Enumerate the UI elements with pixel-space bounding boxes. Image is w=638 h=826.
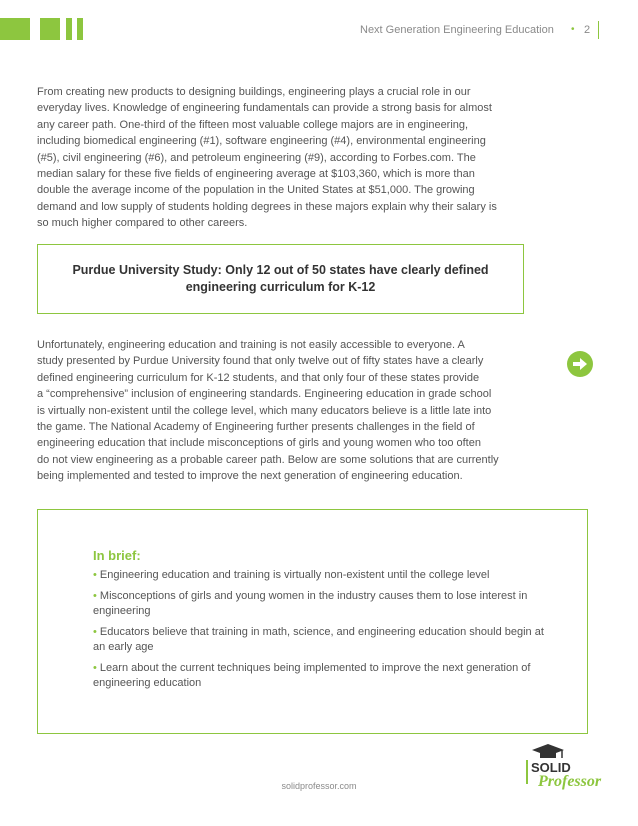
list-item — [93, 568, 553, 583]
second-paragraph — [37, 337, 547, 485]
footer-url[interactable]: solidprofessor.com — [281, 781, 357, 791]
intro-line: median salary for these five fields of engineering average at $103,360, which is more than — [37, 168, 475, 181]
header-bar-4 — [77, 18, 83, 40]
intro-line: demand and low supply of students holding degrees in these majors explain why their salary is — [37, 200, 497, 213]
next-arrow-button[interactable] — [567, 351, 593, 377]
body-line: engineering education that include misconceptions of girls and young women who too often — [37, 437, 481, 450]
header-bar-2 — [40, 18, 60, 40]
logo-word-professor: Professor — [538, 773, 602, 790]
study-callout — [37, 244, 524, 314]
intro-line: (#5), civil engineering (#6), and petroleum engineering (#9), according to Forbes.com. The — [37, 151, 476, 164]
header-divider — [598, 21, 599, 39]
body-line: study presented by Purdue University found that only twelve out of fifty states have a clearly — [37, 355, 484, 368]
arrow-right-icon — [572, 358, 588, 370]
list-item-text: Educators believe that training in math, science, and engineering education should begin at an early age — [93, 626, 544, 653]
intro-line: including biomedical engineering (#1), software engineering (#4), environmental engineering — [37, 135, 486, 148]
body-line: being implemented and tested to improve the next generation of engineering education. — [37, 470, 463, 483]
in-brief-title: In brief: — [93, 548, 141, 563]
body-line: is virtually non-existent until the college level, which many educators believe is a little late into — [37, 404, 492, 417]
logo-word-solid: SOLID — [531, 760, 571, 775]
body-line: the game. The National Academy of Engineering further presents challenges in the field of — [37, 421, 475, 434]
list-item-text: Misconceptions of girls and young women in the industry causes them to lose interest in engineering — [93, 590, 528, 617]
bullet-icon: • — [93, 626, 97, 638]
callout-text: Purdue University Study: Only 12 out of 50 states have clearly defined engineering curriculum for K-12 — [72, 263, 489, 294]
intro-line: From creating new products to designing buildings, engineering plays a crucial role in our — [37, 86, 471, 98]
header-title: Next Generation Engineering Education — [360, 24, 554, 36]
intro-line: so much higher compared to other careers. — [37, 217, 248, 230]
header-bar-3 — [66, 18, 72, 40]
intro-line: everyday lives. Knowledge of engineering fundamentals can provide a strong basis for almost — [37, 102, 492, 115]
list-item-text: Engineering education and training is virtually non-existent until the college level — [99, 569, 490, 581]
header-bar-1 — [0, 18, 30, 40]
graduation-cap-icon — [532, 744, 564, 758]
intro-line: double the average income of the population in the United States at $51,000. The growing — [37, 184, 475, 197]
bullet-icon: • — [93, 569, 97, 581]
bullet-icon: • — [93, 662, 97, 674]
body-line: a “comprehensive” inclusion of engineering standards. Engineering education in grade school — [37, 388, 492, 401]
intro-paragraph — [37, 84, 537, 232]
list-item-text: Learn about the current techniques being implemented to improve the next generation of engineering education — [93, 662, 531, 689]
body-line: do not view engineering as a probable career path. Below are some solutions that are currently — [37, 453, 499, 466]
body-line: defined engineering curriculum for K-12 students, and that only four of these states provide — [37, 371, 480, 384]
header-separator: • — [571, 24, 575, 35]
list-item — [93, 661, 553, 691]
page-number: 2 — [584, 24, 591, 36]
bullet-icon: • — [93, 590, 97, 602]
in-brief-list — [93, 568, 553, 697]
list-item — [93, 589, 553, 619]
intro-line: any career path. One-third of the fifteen most valuable college majors are in engineering, — [37, 118, 469, 131]
body-line: Unfortunately, engineering education and training is not easily accessible to everyone. A — [37, 339, 465, 351]
solidprofessor-logo — [524, 742, 628, 792]
list-item — [93, 625, 553, 655]
